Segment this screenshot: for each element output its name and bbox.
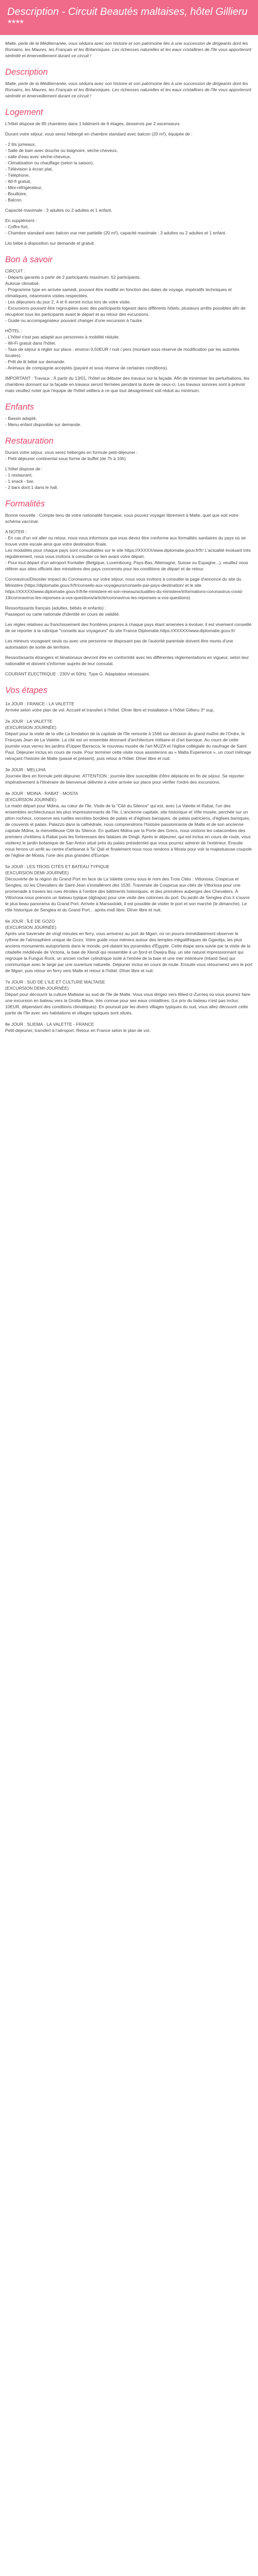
spacer bbox=[5, 371, 253, 375]
spacer bbox=[5, 601, 253, 605]
section-line: - L'hôtel n'est pas adapté aux personnes à mobilité réduite. bbox=[5, 334, 120, 340]
section-line: - Balcon. bbox=[5, 197, 23, 202]
section-line: - Chambre standard avec balcon vue mer partielle (20 m²), capacité maximale : 3 adultes ou 2 adultes et 1 enfant. bbox=[5, 230, 227, 235]
section-line: Autocar climatisé. bbox=[5, 281, 40, 286]
section-line: - Les déjeuners du jour 2, 4 et 6 seront inclus lors de votre visite. bbox=[5, 299, 131, 304]
day-description: Départ pour découvrir la culture Maltaise au sud de l'île de Malte. Vous vous dirigez vers Wied-iz-Zurrieq où vous pourrez faire une excursion en bateau vers la Grotta Bleue, très connue pour ses eaux cristallines. (Le prix du bateau n'est pas inclus: 10EUR, dépendant des conditions climatiques). En poursuit par les divers villages typiques du sud, vous allez découvrir cette partie de l'île avec ses habitations et villages typiques sont situés. bbox=[5, 992, 251, 1015]
section-line: Passeport ou carte nationale d'identité en cours de validité. bbox=[5, 612, 120, 617]
section-line: - Taxe de séjour à régler sur place : environ 0,50EUR / nuit / pers (montant sous réserve de modification par les autorités locales). bbox=[5, 347, 239, 358]
day-description: Arrivée selon votre plan de vol. Accueil et transfert à l'hôtel. Dîner libre et installation à l'hôtel Gillieru 3* sup. bbox=[5, 707, 215, 713]
section-line: Capacité maximale : 3 adultes ou 2 adultes et 1 enfant. bbox=[5, 208, 112, 213]
section-line: Les règles relatives au franchissement des frontières propres à chaque pays étant amenées à évoluer, il est vivement conseillé de se reporter à la rubrique "conseils aux voyageurs" du site France Diplomatie.https://XXXXX/www.diplomatie.gouv.fr/ bbox=[5, 622, 252, 633]
section-line: - Pour tout départ d'un aéroport frontalier (Belgique, Luxembourg, Pays-Bas, Allemagne, Suisse ou Espagne...), veuillez vous référer aux sites officiels des ministères des pays concernés pour les conditions de départ et de retour. bbox=[5, 560, 248, 571]
section-line: - Télévision à écran plat, bbox=[5, 166, 53, 172]
itinerary-title: Vos étapes bbox=[5, 686, 47, 695]
spacer bbox=[5, 203, 253, 207]
itinerary-day bbox=[5, 1021, 253, 1033]
section-logement bbox=[5, 107, 253, 246]
day-title: 7e JOUR : SUD DE L'ILE ET CULTURE MALTAISE bbox=[5, 979, 105, 985]
section-bon-savoir bbox=[5, 255, 253, 394]
day-title: 1e JOUR : FRANCE - LA VALETTE bbox=[5, 701, 74, 706]
section-line: L'hôtel dispose de : bbox=[5, 466, 43, 471]
section-line: - Programme type en arrivée samedi, pouvant être modifié en fonction des dates de voyage, impératifs techniques et climatiques, néanmoins visites respectées. bbox=[5, 287, 232, 298]
day-subtitle: (EXCURSION DEMI-JOURNÉE) bbox=[5, 870, 69, 875]
section-line: - Bassin adapté, bbox=[5, 416, 37, 421]
spacer bbox=[5, 462, 253, 466]
itinerary-day bbox=[5, 701, 253, 713]
itinerary-days bbox=[5, 701, 253, 1033]
day-subtitle: (EXCURSION JOURNÉE) bbox=[5, 797, 57, 802]
section-line: - 1 snack - bar, bbox=[5, 479, 35, 484]
page-header bbox=[0, 0, 258, 35]
itinerary-day bbox=[5, 767, 253, 785]
section-line: - Wi-fi gratuit, bbox=[5, 179, 31, 184]
section-restauration bbox=[5, 436, 253, 490]
spacer bbox=[5, 213, 253, 217]
section-line: - Prêt de lit bébé sur demande. bbox=[5, 359, 66, 364]
sections-container bbox=[5, 67, 253, 677]
section-line: IMPORTANT : Travaux : À partir du 13/01, l'hôtel va débuter des travaux sur la façade. Afin de minimiser les perturbations, les chambres donnant sur la façade en travaux seront fermées pendant la durée de ceux-ci. Les travaux sonores sont à prévoir mais veuillez noter que l'équipe de l'hôtel veillera à ce que tout désagrément soit réduit au minimum. bbox=[5, 376, 250, 393]
day-description: Départ pour la visite de la ville La fondation de la capitale de l'île remonte à 1566 sur décision du grand maître de l'Ordre, le Français Jean de La Valette. La cité est un ensemble étonnant d'architecture militaire et d'art baroque. Au cours de cette journée vous verrez les jardins d'Upper Barracca, le nouveau musée de l'art MUZA et l'église collégiale du naufrage de Saint Paul. Déjeuner inclus en cours de route. Pour terminer cette visite nous assisterons au « Malta Experience », un court métrage retraçant l'histoire de Malte (passé et présent), puis retour à l'hôtel. Dîner libre et nuit. bbox=[5, 731, 251, 761]
day-title: 5e JOUR : LES TROIS CITÉS ET BATEAU TYPIQUE bbox=[5, 864, 110, 869]
section-line: - Excursions pouvant être regroupées avec des participants logeant dans différents hôtels, plusieurs arrêts possibles afin de récupérer tous les participants avant le départ et au retour des excursions. bbox=[5, 306, 246, 317]
spacer bbox=[5, 667, 253, 671]
spacer bbox=[5, 324, 253, 328]
section-line: L'hôtel dispose de 85 chambres dans 1 bâtiment de 6 étages, desservis par 2 ascenseurs. bbox=[5, 121, 181, 126]
section-line: COURANT ELECTRIQUE : 230V et 50Hz. Type G. Adaptateur nécessaire. bbox=[5, 671, 150, 676]
day-description: Petit-déjeuner, transfert à l'aéroport. Retour en France selon le plan de vol. bbox=[5, 1028, 151, 1033]
itinerary-day bbox=[5, 863, 253, 913]
day-subtitle: (EXCURSION JOURNÉE) bbox=[5, 925, 57, 930]
section-title: Enfants bbox=[5, 402, 34, 412]
itinerary-day bbox=[5, 918, 253, 974]
itinerary-day bbox=[5, 790, 253, 858]
spacer bbox=[5, 524, 253, 529]
itinerary-day bbox=[5, 718, 253, 761]
section-formalit-s bbox=[5, 499, 253, 677]
section-line: A NOTER : bbox=[5, 529, 27, 534]
section-line: - 2 lits jumeaux, bbox=[5, 142, 36, 147]
spacer bbox=[5, 617, 253, 621]
section-line: HÔTEL : bbox=[5, 328, 22, 333]
section-line: - Climatisation ou chauffage (selon la saison), bbox=[5, 160, 94, 165]
day-title: 8e JOUR : SLIEMA - LA VALETTE - FRANCE bbox=[5, 1022, 94, 1027]
section-line: - salle d'eau avec sèche-cheveux, bbox=[5, 154, 71, 159]
section-line: - Wi-Fi gratuit dans l'hôtel. bbox=[5, 341, 56, 346]
intro-text: Malte, perle de la Méditerranée, vous séduira avec son histoire et son patrimoine liés à une succession de dirigeants dont les Romains, les Maures, les Français et les Britanniques. Les richesses naturelles et les eaux cristallines de l'île vous apporteront sérénité et émerveillement durant ce circuit ! bbox=[5, 41, 251, 58]
day-title: 6e JOUR : ÎLE DE GOZO bbox=[5, 919, 55, 924]
section-line: - Téléphone, bbox=[5, 173, 30, 178]
section-line: - Menu enfant disponible sur demande. bbox=[5, 422, 82, 427]
section-title: Description bbox=[5, 67, 48, 77]
section-line: Durant votre séjour, vous serez hébergés en formule petit-déjeuner : bbox=[5, 450, 138, 455]
section-line: - Bouilloire, bbox=[5, 191, 27, 196]
day-title: 4e JOUR : MDINA - RABAT - MOSTA bbox=[5, 791, 78, 796]
section-line: - Mini-réfrigérateur, bbox=[5, 185, 42, 190]
section-line: - Animaux de compagnie acceptés (payant et sous réserve de certaines conditions). bbox=[5, 365, 168, 370]
section-paragraph: Malte, perle de la Méditerranée, vous séduira avec son histoire et son patrimoine liés à une succession de dirigeants dont les Romains, les Maures, les Français et les Britanniques. Les richesses naturelles et les eaux cristallines de l'île vous apporteront sérénité et émerveillement durant ce circuit ! bbox=[5, 81, 251, 98]
spacer bbox=[5, 634, 253, 638]
section-line: - Salle de bain avec douche ou baignoire, sèche-cheveux, bbox=[5, 148, 118, 153]
spacer bbox=[5, 650, 253, 654]
section-title: Restauration bbox=[5, 436, 54, 446]
page-title: Description - Circuit Beautés maltaises, hôtel Gillieru **** bbox=[7, 6, 248, 29]
section-line: Ressortissants français (adultes, bébés et enfants) : bbox=[5, 605, 106, 611]
day-description: Journée libre en formule petit déjeuner. ATTENTION : journée libre susceptible d'être déplacée en fin de séjour. Se reporter impérativement à l'itinéraire de bienvenue délivrée à votre arrivée sur place pour vérifier l'ordre des excursions. bbox=[5, 773, 245, 785]
spacer bbox=[5, 137, 253, 141]
section-line: - Coffre-fort, bbox=[5, 224, 29, 229]
day-description: Après une traversée de vingt minutes en ferry, vous arriverez au port de Mgarr, où on pourra immédiatement observer le rythme de l'atmosphère unique de Gozo. Votre guide vous mènera autour des temples mégalithiques de Ggantija, les plus anciens monuments autoportants dans le monde, pré-datant les pyramides d'Égypte. Cette étape sera suivie par la visite de la citadelle médiévale de Victoria, la baie de Xlendi qui ressemble à un fjord et Dwejra Bay, un site naturel impressionnant qui regroupe la Fungus Rock, un ancien rocher cylindrique isolé à l'entrée de la baie et une mer intérieure (Inland Sea) qui communique avec le large par une ouverture naturelle. Déjeuner inclus en cours de route. Ensuite vous retournerez vers le port de Mgarr, puis retour en ferry vers Malte et retour à l'hôtel. Dîner libre et nuit. bbox=[5, 931, 253, 973]
section-line: En supplément : bbox=[5, 218, 37, 223]
section-line: Coronavirus/Disorder impact du Coronavirus sur votre séjour, nous vous invitons à consulter la page d'annonce du site du Ministère (https://diplomatie.gouv.fr/fr/conseils-aux-voyageurs/conseils-par-pays-destination/ et le site https://XXXXX/www.diplomatie.gouv.fr/fr/le-ministere-et-son-reseau/actualites-du-ministere/informations-coronavirus-covid-19/coronavirus-les-reponses-a-vos-questions/article/coronavirus-les-reponses-a-vos-questions) bbox=[5, 577, 243, 600]
main-content bbox=[0, 35, 258, 1049]
itinerary-section bbox=[5, 685, 253, 1033]
day-subtitle: (EXCURSION JOURNÉE) bbox=[5, 725, 57, 730]
day-description: Découverte de la région du Grand Port en face de La Valette connu sous le nom des Trois Cités : Vittoriosa, Cospicua et Senglea, où les Chevaliers de Saint-Jean s'installèrent dès 1530. Traversée de Cospicua aux cités de Vittoriosa pour une promenade à travers les rues étroites à l'ombre des bâtiments historiques, et des premières auberges des Chevaliers. À Vittoriosa nous prenons un bateau typique (dghajsa) pour une visite des colonnes du port. Du jardin de Senglea d'où il s'ouvre le plus beau panorama du Grand Port. Arrivée à Marsaxlokk, il est possible de visiter le port et son marché (le dimanche). Le rôle historique de Senglea et du Grand Port... après-midi libre. Dîner libre et nuit. bbox=[5, 876, 250, 912]
section-title: Logement bbox=[5, 108, 43, 117]
section-enfants bbox=[5, 402, 253, 428]
section-line: Les mineurs voyageant seuls ou avec une personne ne disposant pas de l'autorité parentale doivent être munis d'une autorisation de sortie de territoire. bbox=[5, 638, 233, 650]
section-line: - 1 restaurant, bbox=[5, 472, 33, 478]
itinerary-day bbox=[5, 979, 253, 1016]
section-title: Bon à savoir bbox=[5, 255, 53, 264]
spacer bbox=[5, 127, 253, 131]
section-line: - En cas d'un vol aller ou retour, nous vous informons que vous devez être conforme aux formalités sanitaires du pays où se trouve votre escale ainsi que votre destination finale. bbox=[5, 535, 246, 547]
section-line: - Départs garantis à partir de 2 participants maximum: 52 participants. bbox=[5, 275, 141, 280]
section-line: Ressortissants étrangers et binationaux devront être en conformité avec les différentes réglementations en vigueur, selon leur nationalité et doivent s'informer auprès de leur consulat. bbox=[5, 655, 249, 666]
section-line: Lits bébé à disposition sur demande et gratuit. bbox=[5, 241, 95, 246]
day-title: 3e JOUR : MELLIHA bbox=[5, 767, 46, 772]
section-line: Les modalités pour chaque pays sont consultables sur le site https://XXXXX/www.diplomatie.gouv.fr/fr/ L'actualité évoluant très régulièrement, nous vous invitons à consulter ce lien avant votre départ. bbox=[5, 548, 251, 559]
section-line: - Petit déjeuner continental sous forme de buffet (de 7h à 10h) bbox=[5, 456, 126, 461]
section-line: CIRCUIT : bbox=[5, 268, 26, 274]
section-description bbox=[5, 67, 253, 99]
section-line: - Guide ou accompagnateur pouvant changer d'une excursion à l'autre. bbox=[5, 318, 143, 323]
day-title: 2e JOUR : LA VALETTE bbox=[5, 719, 53, 724]
section-line: Durant votre séjour, vous serez hébergé en chambre standard avec balcon (20 m²), équipée de : bbox=[5, 131, 192, 137]
spacer bbox=[5, 572, 253, 576]
spacer bbox=[5, 236, 253, 240]
section-line: - 2 bars dont 1 dans le hall. bbox=[5, 485, 58, 490]
day-description: Le matin départ pour Mdina, au cœur de l'île. Visite de la "Cité du Silence" qui est, avec La Valette et Rabat, l'un des ensembles architecturaux les plus impressionnants de l'île. L'ancienne capitale, site historique et Ville musée, perchée sur un piton rocheux, conserve ses ruelles secrètes bordées de palais et d'églises baroques, de palais patriciens, d'églises baroques, de couvents et palais. Palazzo dans la cathédrale, nous comprendrons l'histoire passionnante de Malte et de son ancienne capitale Mdina, la merveilleuse Cité du Silence. En quittant Mdina par la Porte des Grecs, nous visitons les catacombes des premiers chrétiens à Rabat puis les forteresses des falaises de Dingli. Après le déjeuner, qui est inclus en cours de route, vous visiterez le jardin botanique de San Anton situé près du palais présidentiel que vous pourrez admirer de l'extérieur. Ensuite nous ferons un arrêt au centre d'artisanat à Ta' Qali et finalement nous nous rendons à Mosta pour voir la majestueuse coupole de l'église de Mosta, l'une des plus grandes d'Europe. bbox=[5, 803, 252, 858]
section-title: Formalités bbox=[5, 499, 45, 509]
section-line: Bonne nouvelle : Compte tenu de votre nationalité française, vous pouvez voyager librement à Malte, quel que soit votre schéma vaccinal. bbox=[5, 513, 239, 524]
day-subtitle: (EXCURSION DEMI-JOURNÉE) bbox=[5, 986, 69, 991]
